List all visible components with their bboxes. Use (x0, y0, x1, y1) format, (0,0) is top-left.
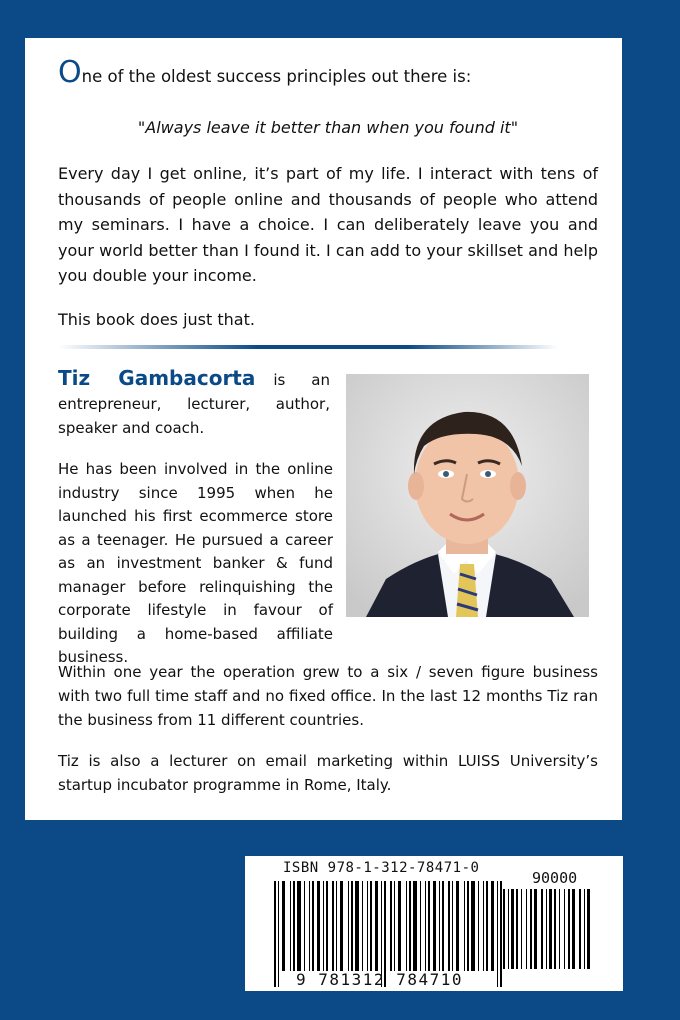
barcode-bar (534, 889, 537, 969)
barcode-bar (394, 881, 395, 971)
isbn-label: ISBN 978-1-312-78471-0 (283, 860, 480, 876)
barcode-bar (452, 881, 453, 971)
barcode-bar (491, 881, 494, 971)
barcode-bar (549, 889, 552, 969)
intro-line (58, 55, 598, 90)
paragraph-3: Within one year the operation grew to a six / seven figure business with two full time staff and no fixed office. In the last 12 months Tiz ran the business from 11 different countries. (58, 663, 598, 729)
barcode-bar (483, 881, 484, 971)
barcode-bar (467, 881, 469, 971)
barcode-bar (579, 889, 581, 969)
barcode-bar (433, 881, 436, 971)
barcode-bar (471, 881, 475, 971)
barcode-bar (375, 881, 378, 971)
barcode-bar (559, 889, 560, 969)
barcode-bar (478, 881, 479, 971)
barcode-bar (541, 889, 543, 969)
barcode-bar (572, 889, 575, 969)
bio-lead: is an entrepreneur, lecturer, author, speaker and coach. (58, 371, 331, 437)
barcode-bar (508, 889, 509, 969)
barcode-bar (503, 889, 505, 969)
barcode-bar (530, 889, 532, 969)
barcode-bar (568, 889, 570, 969)
barcode-bar (336, 881, 337, 971)
barcode-bar (309, 881, 310, 971)
author-portrait-illustration (346, 374, 589, 617)
barcode-bar (428, 881, 430, 971)
barcode-bar (439, 881, 440, 971)
quote: "Always leave it better than when you found it" (137, 118, 519, 137)
barcode-bar (370, 881, 372, 971)
barcode-bar (584, 889, 585, 969)
price-code: 90000 (532, 869, 578, 887)
barcode-bar (456, 881, 459, 971)
barcode-bar (293, 881, 295, 971)
addon-barcode (501, 889, 593, 985)
drop-cap: O (58, 55, 82, 90)
barcode-bar (526, 889, 527, 969)
barcode-bar (323, 881, 324, 971)
barcode-bar (425, 881, 426, 971)
divider-rule (58, 345, 558, 349)
barcode-bar (274, 881, 276, 987)
barcode-bar (564, 889, 565, 969)
barcode-bar (448, 881, 450, 971)
barcode-bar (406, 881, 407, 971)
barcode-bar (442, 881, 444, 971)
barcode-bar (409, 881, 411, 971)
barcode-bar (554, 889, 556, 969)
barcode-bar (290, 881, 291, 971)
barcode-bar (317, 881, 320, 971)
barcode-bar (348, 881, 349, 971)
barcode-bar (420, 881, 421, 971)
barcode-bar (362, 881, 363, 971)
barcode-bar (516, 889, 518, 969)
barcode-bar (278, 881, 279, 987)
paragraph-2: This book does just that. (58, 310, 255, 329)
barcode-bar (521, 889, 522, 969)
author-photo (346, 374, 589, 617)
bio-body: He has been involved in the online industry since 1995 when he launched his first ecommerce store as a teenager. He pursued a career as an investment banker & fund manager before relinquishing the corporate lifestyle in favour of building a home-based affiliate business. (58, 460, 333, 666)
barcode-bar (282, 881, 285, 971)
barcode-bar (511, 889, 514, 969)
barcode-bar (312, 881, 314, 971)
barcode-digits: 9 781312 784710 (296, 970, 463, 989)
intro-text: ne of the oldest success principles out there is: (81, 67, 472, 86)
paragraph-1: Every day I get online, it’s part of my life. I interact with tens of thousands of people online and thousands of people who attend my seminars. I have a choice. I can deliberately leave you and your world better than I found it. I can add to your skillset and help you double your income. (58, 164, 598, 285)
barcode-bar (351, 881, 353, 971)
barcode-bar (367, 881, 368, 971)
barcode-bar (390, 881, 392, 971)
barcode-bar (413, 881, 417, 971)
barcode-bar (340, 881, 343, 971)
bio-heading (58, 366, 330, 440)
barcode-bar (587, 889, 590, 969)
barcode-bar (326, 881, 328, 971)
barcode-bar (355, 881, 359, 971)
barcode-bar (332, 881, 334, 971)
barcode-bar (304, 881, 305, 971)
barcode-bar (464, 881, 465, 971)
author-name: Tiz Gambacorta (58, 366, 256, 390)
barcode-bar (546, 889, 547, 969)
barcode-bar (398, 881, 401, 971)
barcode-bar (297, 881, 301, 971)
paragraph-4: Tiz is also a lecturer on email marketing within LUISS University’s startup incubator programme in Rome, Italy. (58, 752, 598, 794)
barcode-bar (497, 881, 498, 987)
barcode-bar (486, 881, 488, 971)
